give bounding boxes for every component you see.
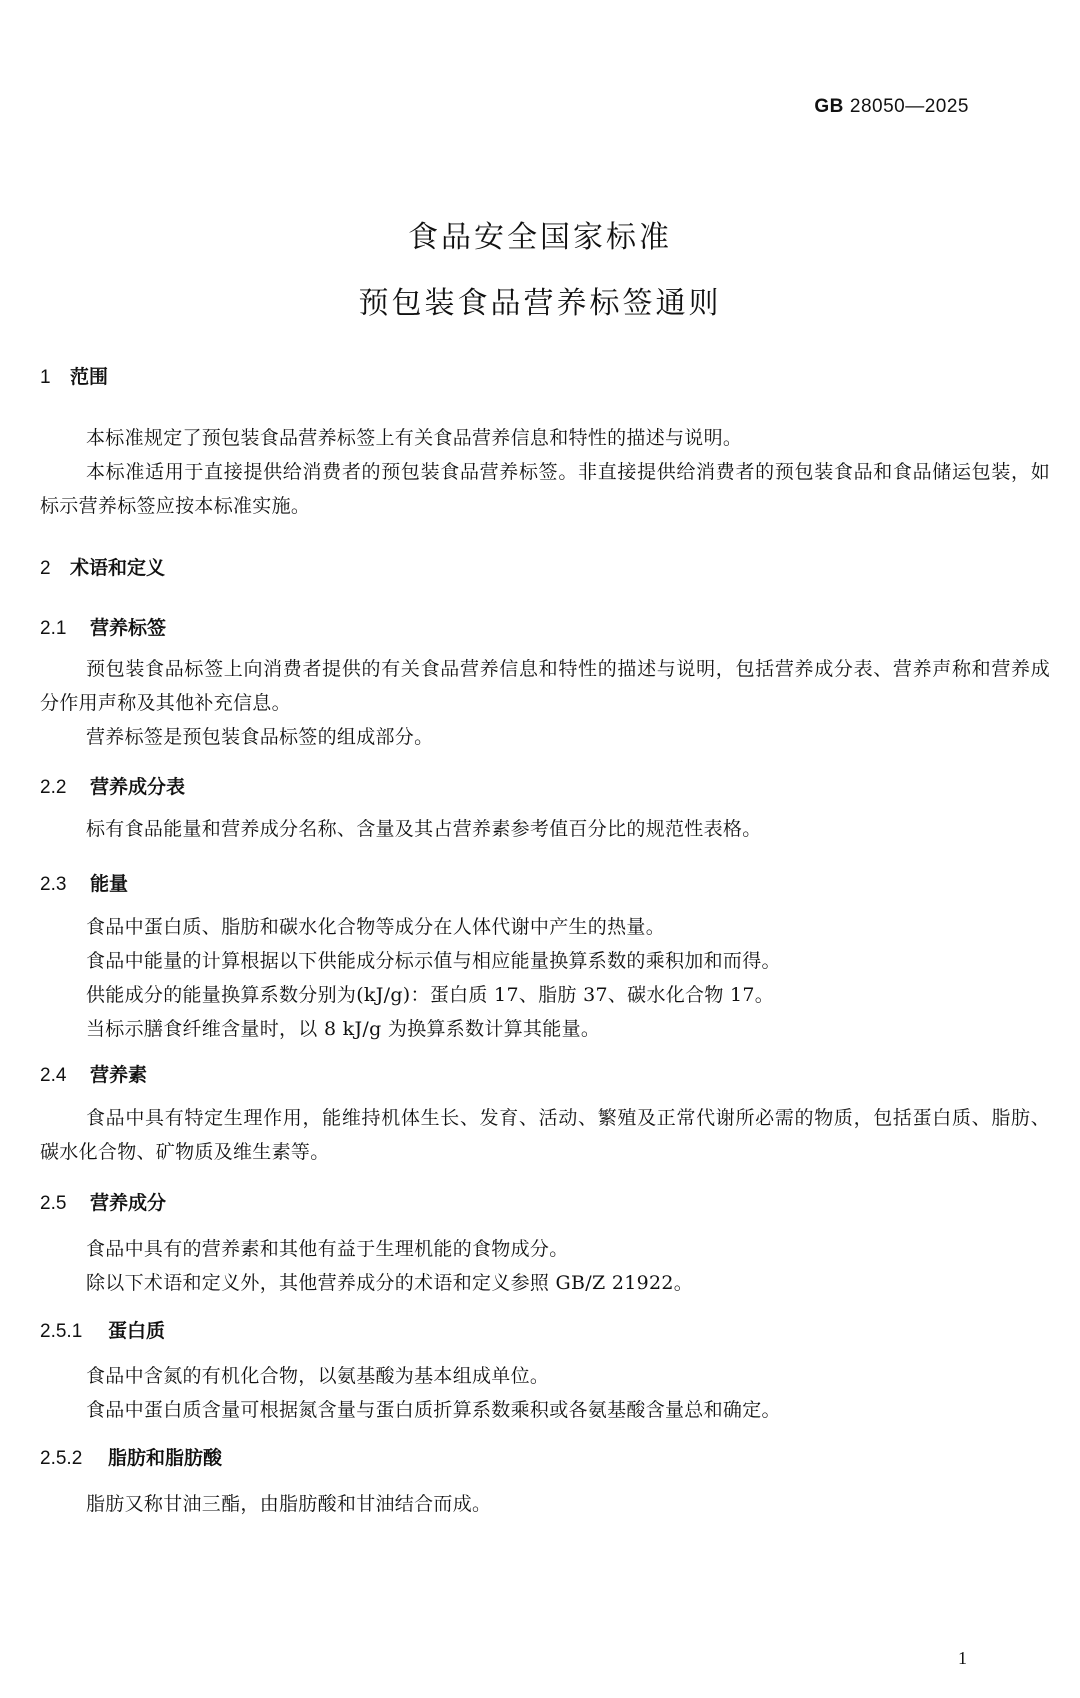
standard-code: 28050—2025: [849, 96, 969, 117]
paragraph: 标有食品能量和营养成分名称、含量及其占营养素参考值百分比的规范性表格。: [86, 818, 762, 840]
paragraph: 食品中蛋白质含量可根据氮含量与蛋白质折算系数乘积或各氨基酸含量总和确定。: [86, 1399, 781, 1421]
page-number: 1: [958, 1648, 967, 1668]
section-title: 范围: [70, 366, 109, 388]
section-number: 2.2: [40, 777, 67, 798]
paragraph: 供能成分的能量换算系数分别为(kJ/g)：蛋白质 17、脂肪 37、碳水化合物 17。: [86, 984, 775, 1006]
section-number: 2.5.2: [40, 1448, 83, 1469]
section-2-5-1-heading: [40, 1316, 165, 1343]
section-title: 营养成分表: [90, 776, 186, 798]
section-number: 2.5: [40, 1193, 67, 1214]
section-title: 营养标签: [90, 617, 167, 639]
paragraph: 营养标签是预包装食品标签的组成部分。: [86, 726, 434, 748]
paragraph: 脂肪又称甘油三酯，由脂肪酸和甘油结合而成。: [86, 1493, 492, 1515]
section-number: 2.5.1: [40, 1321, 83, 1342]
section-title: 脂肪和脂肪酸: [108, 1447, 223, 1469]
paragraph: 当标示膳食纤维含量时，以 8 kJ/g 为换算系数计算其能量。: [86, 1018, 601, 1040]
section-2-heading: [40, 553, 165, 580]
paragraph: 食品中能量的计算根据以下供能成分标示值与相应能量换算系数的乘积加和而得。: [86, 950, 781, 972]
section-number: 2: [40, 558, 51, 579]
section-2-3-heading: [40, 869, 128, 896]
paragraph: 本标准规定了预包装食品营养标签上有关食品营养信息和特性的描述与说明。: [86, 427, 743, 449]
paragraph: 除以下术语和定义外，其他营养成分的术语和定义参照 GB/Z 21922。: [86, 1272, 694, 1294]
section-title: 术语和定义: [70, 557, 166, 579]
paragraph: 食品中含氮的有机化合物，以氨基酸为基本组成单位。: [86, 1365, 550, 1387]
paragraph: 食品中具有的营养素和其他有益于生理机能的食物成分。: [86, 1238, 569, 1260]
section-title: 能量: [90, 873, 129, 895]
section-title: 营养素: [90, 1064, 148, 1086]
section-number: 1: [40, 367, 51, 388]
paragraph: 食品中具有特定生理作用，能维持机体生长、发育、活动、繁殖及正常代谢所必需的物质，包括蛋白质、脂肪、碳水化合物、矿物质及维生素等。: [40, 1107, 1050, 1163]
document-title-line1: 食品安全国家标准: [408, 220, 672, 255]
standard-number: [814, 96, 969, 118]
standard-prefix: GB: [814, 96, 844, 117]
document-title-line2: 预包装食品营养标签通则: [358, 286, 722, 321]
section-2-5-heading: [40, 1188, 166, 1215]
section-1-heading: [40, 362, 108, 389]
section-number: 2.3: [40, 874, 67, 895]
paragraph: 食品中蛋白质、脂肪和碳水化合物等成分在人体代谢中产生的热量。: [86, 916, 666, 938]
paragraph: 本标准适用于直接提供给消费者的预包装食品营养标签。非直接提供给消费者的预包装食品和食品储运包装，如标示营养标签应按本标准实施。: [40, 461, 1050, 517]
section-2-4-heading: [40, 1060, 147, 1087]
section-title: 蛋白质: [108, 1320, 166, 1342]
section-2-1-heading: [40, 613, 166, 640]
section-2-2-heading: [40, 772, 185, 799]
paragraph: 预包装食品标签上向消费者提供的有关食品营养信息和特性的描述与说明，包括营养成分表、营养声称和营养成分作用声称及其他补充信息。: [40, 658, 1050, 714]
section-number: 2.4: [40, 1065, 67, 1086]
section-title: 营养成分: [90, 1192, 167, 1214]
section-number: 2.1: [40, 618, 67, 639]
section-2-5-2-heading: [40, 1443, 222, 1470]
